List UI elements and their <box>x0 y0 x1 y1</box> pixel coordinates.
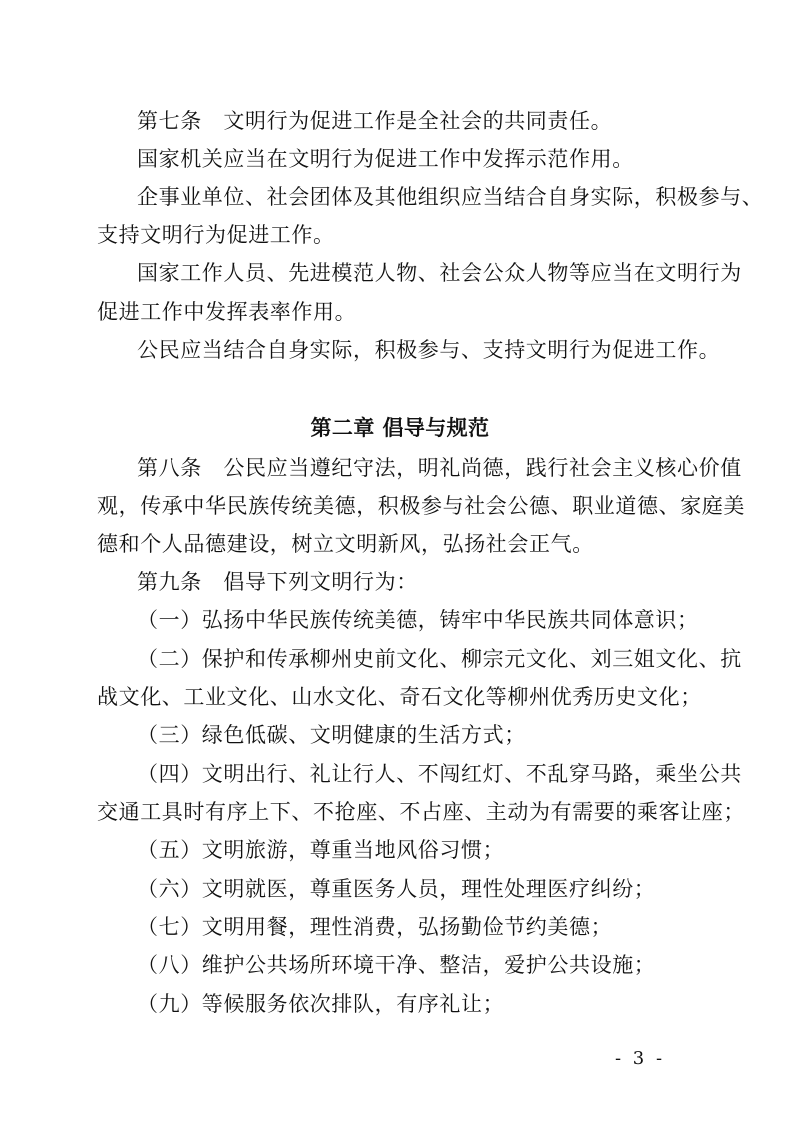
article-9-item-3: （三）绿色低碳、文明健康的生活方式； <box>137 723 526 747</box>
article-7-line-5: 国家工作人员、先进模范人物、社会公众人物等应当在文明行为 <box>137 261 742 285</box>
article-9-item-9: （九）等候服务依次排队，有序礼让； <box>137 992 505 1016</box>
page-number: - 3 - <box>614 1048 666 1069</box>
article-8-line-2: 观，传承中华民族传统美德，积极参与社会公德、职业道德、家庭美 <box>97 494 745 518</box>
article-9-line-1: 第九条 倡导下列文明行为： <box>137 570 418 594</box>
article-9-item-4-line-2: 交通工具时有序上下、不抢座、不占座、主动为有需要的乘客让座； <box>97 800 745 824</box>
article-9-item-7: （七）文明用餐，理性消费，弘扬勤俭节约美德； <box>137 915 613 939</box>
article-9-item-1: （一）弘扬中华民族传统美德，铸牢中华民族共同体意识； <box>137 608 699 632</box>
article-7-line-7: 公民应当结合自身实际，积极参与、支持文明行为促进工作。 <box>137 338 721 362</box>
article-7-line-3: 企事业单位、社会团体及其他组织应当结合自身实际，积极参与、 <box>137 185 764 209</box>
article-7-line-6: 促进工作中发挥表率作用。 <box>97 300 357 324</box>
article-9-item-2-line-1: （二）保护和传承柳州史前文化、柳宗元文化、刘三姐文化、抗 <box>137 647 742 671</box>
article-7-line-1: 第七条 文明行为促进工作是全社会的共同责任。 <box>137 109 613 133</box>
article-9-item-8: （八）维护公共场所环境干净、整洁，爱护公共设施； <box>137 953 656 977</box>
chapter-heading: 第二章 倡导与规范 <box>310 416 490 440</box>
article-7-line-2: 国家机关应当在文明行为促进工作中发挥示范作用。 <box>137 147 634 171</box>
article-9-item-4-line-1: （四）文明出行、礼让行人、不闯红灯、不乱穿马路，乘坐公共 <box>137 762 742 786</box>
article-9-item-2-line-2: 战文化、工业文化、山水文化、奇石文化等柳州优秀历史文化； <box>97 685 702 709</box>
article-9-item-6: （六）文明就医，尊重医务人员，理性处理医疗纠纷； <box>137 877 656 901</box>
article-8-line-3: 德和个人品德建设，树立文明新风，弘扬社会正气。 <box>97 532 594 556</box>
article-7-line-4: 支持文明行为促进工作。 <box>97 223 335 247</box>
article-9-item-5: （五）文明旅游，尊重当地风俗习惯； <box>137 838 505 862</box>
article-8-line-1: 第八条 公民应当遵纪守法，明礼尚德，践行社会主义核心价值 <box>137 456 742 480</box>
